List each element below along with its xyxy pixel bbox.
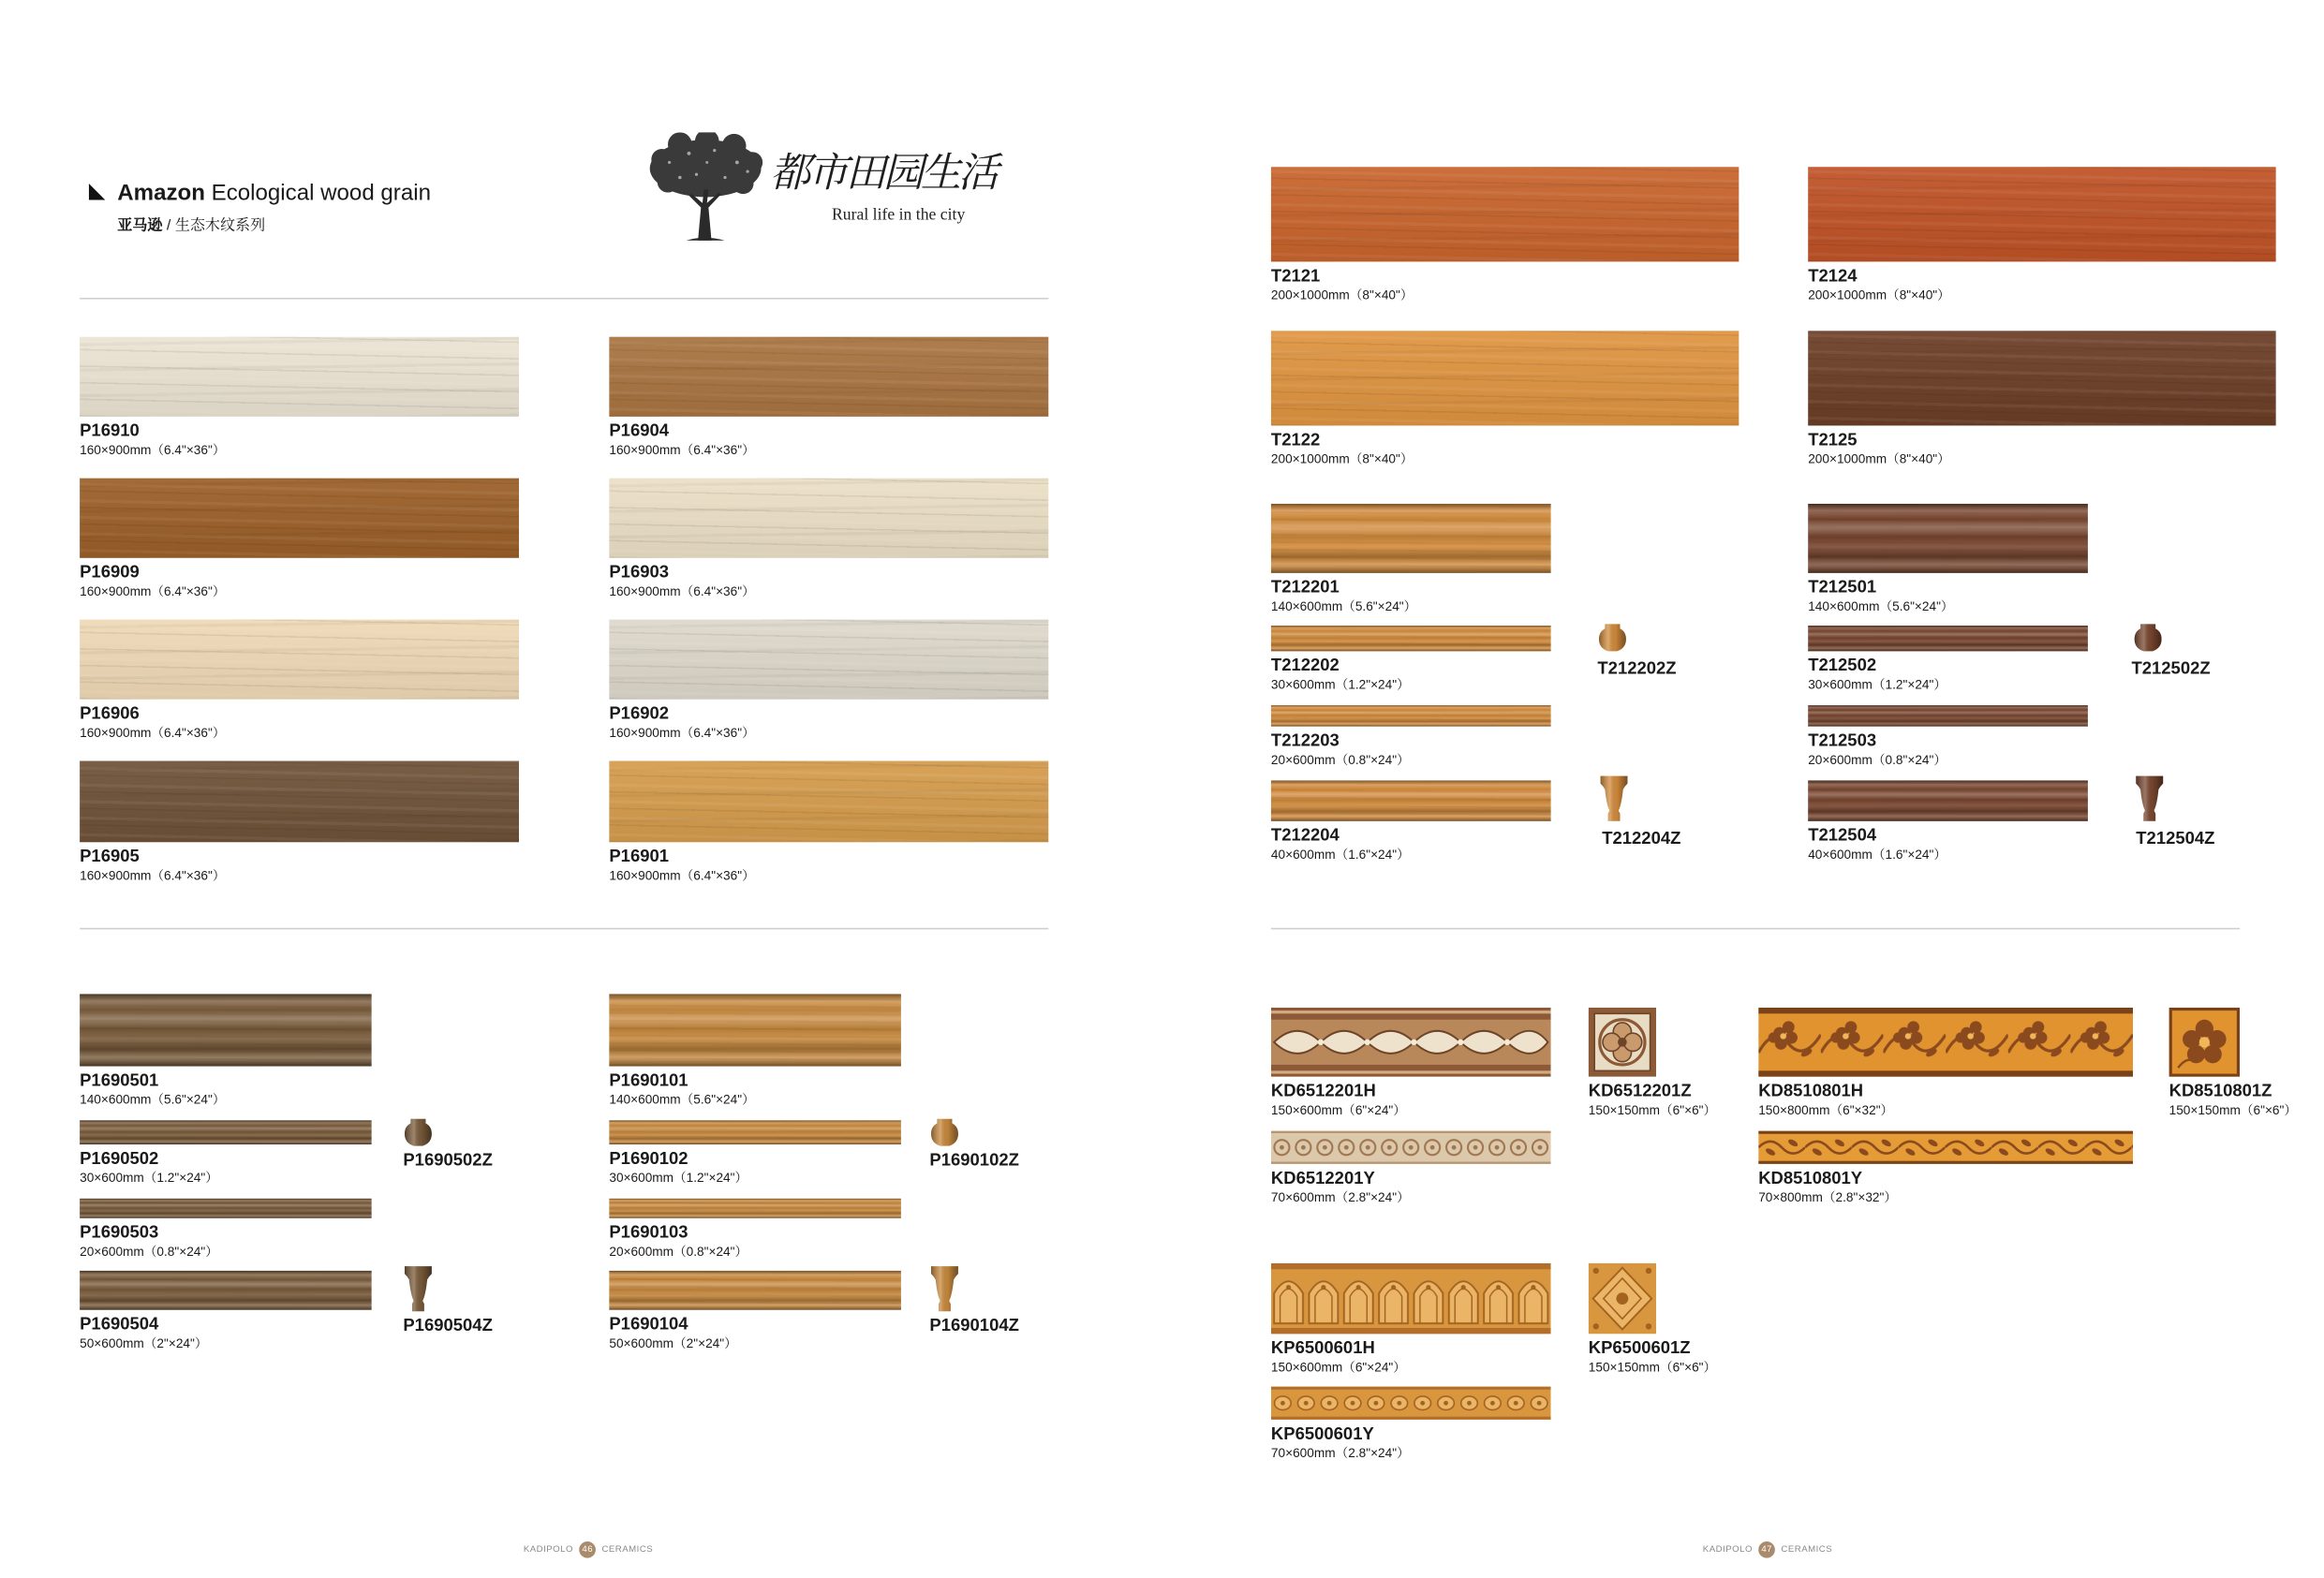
molding-swatch <box>609 1120 901 1144</box>
product-code: T212504 <box>1808 827 1877 846</box>
product-size: 150×600mm（6"×24"） <box>1270 1102 1406 1118</box>
product-code: P16901 <box>609 848 670 866</box>
product-size: 160×900mm（6.4"×36"） <box>609 867 755 883</box>
product-size: 30×600mm（1.2"×24"） <box>609 1170 748 1186</box>
product-tile <box>609 620 1048 742</box>
border-swatch <box>1271 1131 1551 1164</box>
product-size: 140×600mm（5.6"×24"） <box>609 1091 755 1107</box>
product-code: KD8510801H <box>1758 1083 1864 1101</box>
product-code: KD6512201H <box>1270 1083 1376 1101</box>
molding-swatch <box>1808 626 2088 651</box>
border-swatch <box>1271 1263 1551 1334</box>
product-size: 30×600mm（1.2"×24"） <box>1270 676 1410 692</box>
molding-swatch <box>1808 780 2088 820</box>
divider <box>1271 928 2240 930</box>
corner-code: P1690504Z <box>403 1317 493 1335</box>
divider <box>80 298 1048 300</box>
border-item <box>1758 1008 2133 1119</box>
product-code: P1690504 <box>80 1316 159 1335</box>
tile-swatch <box>80 620 519 700</box>
product-code: P1690102 <box>609 1150 688 1169</box>
product-code: KD8510801Z <box>2169 1083 2272 1101</box>
corner-code: T212504Z <box>2136 830 2215 848</box>
molding-swatch <box>1808 705 2088 726</box>
border-swatch <box>1758 1131 2133 1164</box>
page-number: 47 <box>1758 1541 1775 1558</box>
border-swatch <box>2169 1008 2297 1077</box>
tile-swatch <box>80 337 519 417</box>
product-size: 40×600mm（1.6"×24"） <box>1808 847 1947 863</box>
product-code: P1690103 <box>609 1224 688 1243</box>
product-size: 140×600mm（5.6"×24"） <box>1808 598 1954 614</box>
product-size: 150×150mm（6"×6"） <box>2169 1102 2298 1118</box>
product-tile <box>609 761 1048 885</box>
footer-brand: KADIPOLO <box>1702 1544 1753 1555</box>
border-item <box>1758 1131 2133 1206</box>
product-tile <box>80 479 519 600</box>
product-code: P1690503 <box>80 1224 159 1243</box>
corner-code: T212502Z <box>2131 659 2211 679</box>
product-size: 20×600mm（0.8"×24"） <box>1808 751 1947 767</box>
border-item <box>1271 1263 1551 1376</box>
corner-piece-icon <box>1599 774 1629 822</box>
page-footer <box>524 1541 653 1558</box>
border-item <box>2169 1008 2297 1119</box>
logo-tagline: Rural life in the city <box>832 205 966 225</box>
border-item <box>1271 1131 1551 1206</box>
product-code: T2122 <box>1270 431 1321 450</box>
molding-swatch <box>1808 504 2088 573</box>
molding-item <box>1808 705 2088 768</box>
product-size: 30×600mm（1.2"×24"） <box>80 1170 218 1186</box>
corner-piece-icon <box>2133 623 2163 653</box>
molding-swatch <box>80 1271 372 1310</box>
product-tile <box>1808 167 2275 303</box>
product-code: P1690502 <box>80 1150 159 1169</box>
corner-code: T212202Z <box>1597 659 1677 679</box>
tile-swatch <box>1271 167 1739 261</box>
molding-item <box>1808 626 2088 693</box>
footer-suffix: CERAMICS <box>1781 1544 1833 1555</box>
molding-item <box>80 1199 372 1261</box>
product-size: 140×600mm（5.6"×24"） <box>1270 598 1417 614</box>
product-code: P1690101 <box>609 1071 688 1091</box>
border-item <box>1589 1008 1716 1119</box>
corner-code: P1690102Z <box>929 1152 1019 1171</box>
product-tile <box>1271 167 1739 303</box>
product-size: 20×600mm（0.8"×24"） <box>1270 751 1410 767</box>
molding-item <box>80 994 372 1108</box>
molding-swatch <box>609 1271 901 1310</box>
tile-swatch <box>609 761 1048 843</box>
product-tile <box>609 337 1048 459</box>
product-size: 160×900mm（6.4"×36"） <box>80 583 226 599</box>
product-size: 50×600mm（2"×24"） <box>609 1335 737 1351</box>
border-swatch <box>1271 1008 1551 1077</box>
molding-item <box>1808 504 2088 615</box>
product-code: KD6512201Y <box>1270 1170 1375 1188</box>
brand-name: Amazon <box>117 180 205 206</box>
molding-item <box>609 994 901 1108</box>
product-size: 200×1000mm（8"×40"） <box>1808 287 1950 302</box>
product-size: 160×900mm（6.4"×36"） <box>80 867 226 883</box>
page-number: 46 <box>579 1541 596 1558</box>
product-size: 150×150mm（6"×6"） <box>1588 1359 1717 1375</box>
product-code: P16902 <box>609 705 670 724</box>
border-item <box>1271 1387 1551 1462</box>
corner-piece-icon <box>1597 623 1627 653</box>
molding-swatch <box>1271 504 1551 573</box>
product-tile <box>609 479 1048 600</box>
tile-swatch <box>609 479 1048 558</box>
footer-brand: KADIPOLO <box>523 1544 573 1555</box>
product-size: 70×800mm（2.8"×32"） <box>1758 1189 1898 1205</box>
product-code: P1690501 <box>80 1071 159 1091</box>
product-size: 50×600mm（2"×24"） <box>80 1335 208 1351</box>
product-code: T2121 <box>1270 267 1321 287</box>
product-code: P16904 <box>609 422 670 441</box>
product-code: P16905 <box>80 848 140 866</box>
border-item <box>1589 1263 1716 1376</box>
product-code: T212202 <box>1270 656 1340 676</box>
product-code: P16906 <box>80 705 140 724</box>
tile-swatch <box>609 620 1048 700</box>
border-swatch <box>1271 1387 1551 1420</box>
molding-swatch <box>80 1120 372 1144</box>
divider <box>80 928 1048 930</box>
molding-swatch <box>1271 705 1551 726</box>
molding-item <box>1271 705 1551 768</box>
molding-item <box>1271 780 1551 863</box>
molding-swatch <box>609 994 901 1066</box>
product-size: 140×600mm（5.6"×24"） <box>80 1091 226 1107</box>
corner-piece-icon <box>403 1117 433 1147</box>
product-code: P16909 <box>80 564 140 583</box>
border-swatch <box>1589 1263 1716 1334</box>
product-tile <box>80 620 519 742</box>
product-code: T212501 <box>1808 579 1877 597</box>
corner-code: P1690104Z <box>929 1317 1019 1335</box>
molding-item <box>1271 626 1551 693</box>
product-size: 20×600mm（0.8"×24"） <box>609 1244 748 1260</box>
molding-item <box>609 1271 901 1352</box>
border-swatch <box>1589 1008 1716 1077</box>
product-size: 70×600mm（2.8"×24"） <box>1270 1189 1410 1205</box>
molding-swatch <box>609 1199 901 1218</box>
product-size: 200×1000mm（8"×40"） <box>1808 450 1950 466</box>
product-code: T212201 <box>1270 579 1340 597</box>
corner-piece-icon <box>403 1265 433 1313</box>
product-code: T2125 <box>1808 431 1858 450</box>
product-size: 160×900mm（6.4"×36"） <box>80 442 226 458</box>
product-code: T2124 <box>1808 267 1858 287</box>
product-size: 160×900mm（6.4"×36"） <box>609 442 755 458</box>
border-swatch <box>1758 1008 2133 1077</box>
footer-suffix: CERAMICS <box>601 1544 654 1555</box>
product-tile <box>1808 331 2275 467</box>
molding-swatch <box>1271 626 1551 651</box>
subtitle-cn: 亚马逊 <box>117 217 163 235</box>
product-size: 200×1000mm（8"×40"） <box>1270 287 1414 302</box>
molding-item <box>609 1199 901 1261</box>
molding-item <box>80 1120 372 1187</box>
molding-swatch <box>1271 780 1551 820</box>
product-size: 40×600mm（1.6"×24"） <box>1270 847 1410 863</box>
corner-piece-icon <box>929 1117 959 1147</box>
corner-piece-icon <box>929 1265 959 1313</box>
product-size: 160×900mm（6.4"×36"） <box>609 725 755 741</box>
molding-item <box>1808 780 2088 863</box>
section-subtitle <box>117 218 265 236</box>
page-footer <box>1703 1541 1832 1558</box>
product-code: KP6500601Z <box>1588 1339 1691 1359</box>
tree-icon <box>647 132 764 241</box>
product-size: 200×1000mm（8"×40"） <box>1270 450 1414 466</box>
product-code: T212503 <box>1808 732 1877 751</box>
section-marker-icon <box>89 184 106 200</box>
product-size: 150×600mm（6"×24"） <box>1270 1359 1406 1375</box>
molding-item <box>609 1120 901 1187</box>
product-tile <box>1271 331 1739 467</box>
molding-item <box>80 1271 372 1352</box>
molding-swatch <box>80 994 372 1066</box>
product-code: T212204 <box>1270 827 1340 846</box>
border-item <box>1271 1008 1551 1119</box>
tile-swatch <box>1271 331 1739 425</box>
product-code: T212502 <box>1808 656 1877 676</box>
tile-swatch <box>609 337 1048 417</box>
tile-swatch <box>80 761 519 843</box>
series-name: Ecological wood grain <box>211 180 431 206</box>
product-code: P16910 <box>80 422 140 441</box>
product-code: KD6512201Z <box>1588 1083 1692 1101</box>
logo-calligraphy: 都市田园生活 <box>770 150 997 198</box>
product-size: 150×800mm（6"×32"） <box>1758 1102 1894 1118</box>
product-code: P1690104 <box>609 1316 688 1335</box>
molding-swatch <box>80 1199 372 1218</box>
corner-code: P1690502Z <box>403 1152 493 1171</box>
product-code: T212203 <box>1270 732 1340 751</box>
product-tile <box>80 761 519 885</box>
product-size: 30×600mm（1.2"×24"） <box>1808 676 1947 692</box>
product-tile <box>80 337 519 459</box>
corner-piece-icon <box>2135 774 2165 822</box>
product-size: 70×600mm（2.8"×24"） <box>1270 1445 1410 1461</box>
corner-code: T212204Z <box>1602 830 1681 848</box>
product-size: 160×900mm（6.4"×36"） <box>609 583 755 599</box>
section-title <box>117 181 431 208</box>
product-code: KP6500601H <box>1270 1339 1375 1359</box>
tile-swatch <box>1808 331 2275 425</box>
product-size: 160×900mm（6.4"×36"） <box>80 725 226 741</box>
product-code: P16903 <box>609 564 670 583</box>
product-code: KP6500601Y <box>1270 1425 1374 1444</box>
subtitle-series: / 生态木纹系列 <box>162 217 266 235</box>
molding-item <box>1271 504 1551 615</box>
product-size: 20×600mm（0.8"×24"） <box>80 1244 218 1260</box>
product-code: KD8510801Y <box>1758 1170 1863 1188</box>
product-size: 150×150mm（6"×6"） <box>1588 1102 1717 1118</box>
tile-swatch <box>80 479 519 558</box>
tile-swatch <box>1808 167 2275 261</box>
